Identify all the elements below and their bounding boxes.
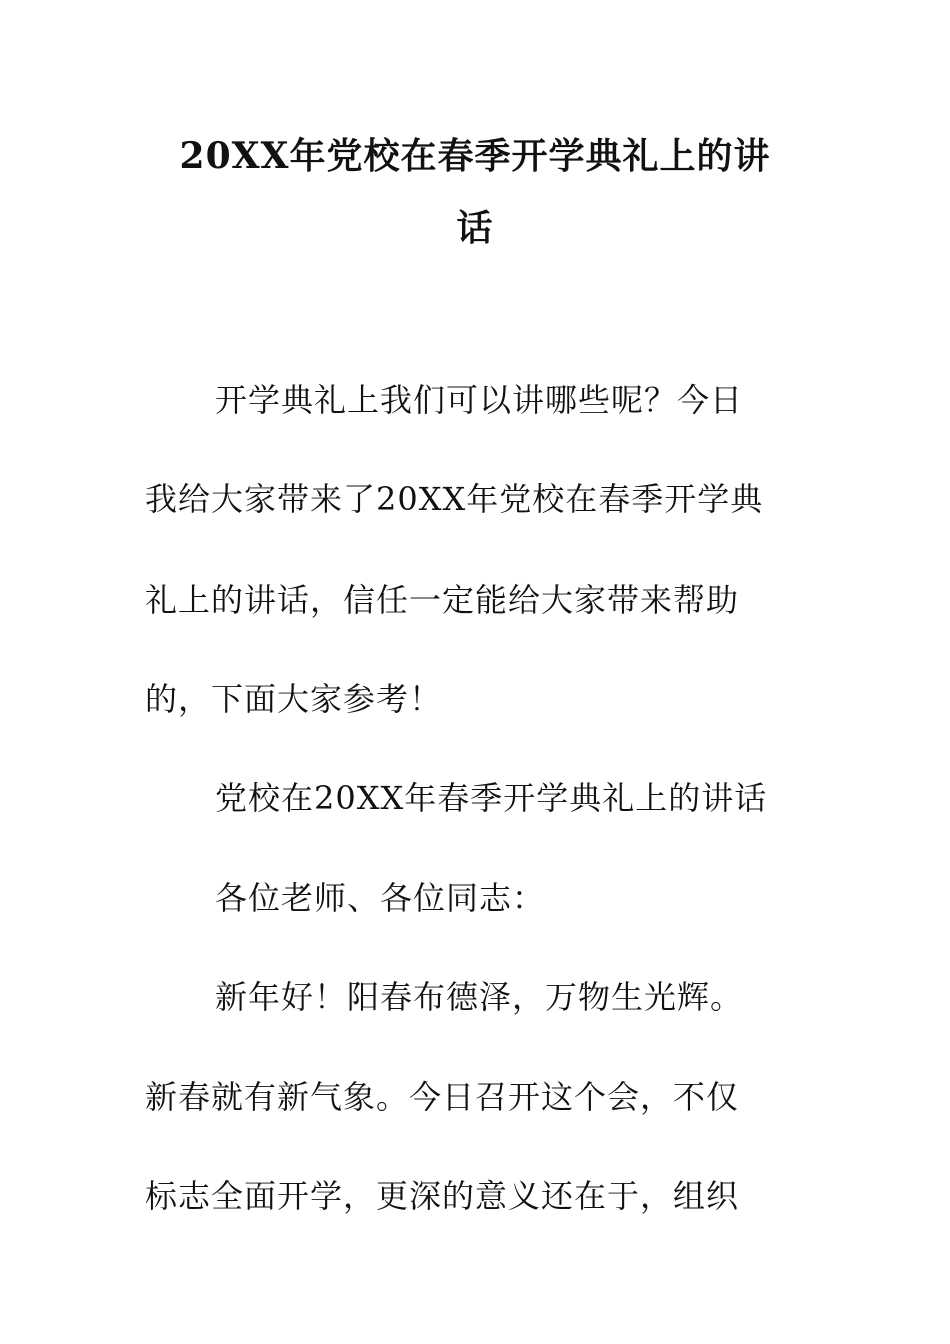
- paragraph-line: 我给大家带来了20XX年党校在春季开学典: [145, 480, 764, 518]
- document-title-line-2: 话: [456, 207, 494, 249]
- paragraph-line: 礼上的讲话，信任一定能给大家带来帮助: [145, 581, 740, 619]
- paragraph-line: 的，下面大家参考！: [145, 680, 443, 718]
- paragraph-line: 标志全面开学，更深的意义还在于，组织: [145, 1177, 740, 1215]
- paragraph-line: 开学典礼上我们可以讲哪些呢？今日: [215, 381, 744, 419]
- paragraph-line: 新年好！阳春布德泽，万物生光辉。: [215, 978, 744, 1016]
- paragraph-line: 新春就有新气象。今日召开这个会，不仅: [145, 1078, 740, 1116]
- paragraph-line: 党校在20XX年春季开学典礼上的讲话: [215, 779, 768, 817]
- document-title-line-1: 20XX年党校在春季开学典礼上的讲: [179, 135, 771, 177]
- paragraph-line: 各位老师、各位同志：: [215, 879, 546, 917]
